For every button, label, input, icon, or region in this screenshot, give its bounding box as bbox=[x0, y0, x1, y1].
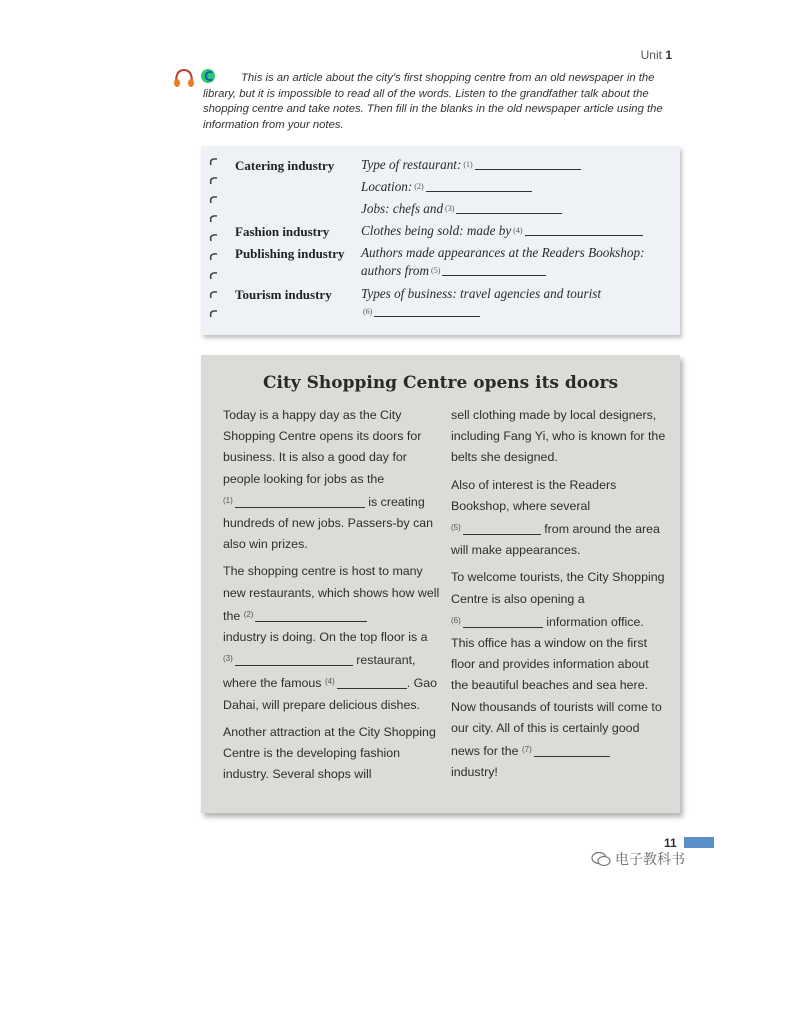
note-authors-from: authors from $^{(5)}$ bbox=[361, 263, 546, 279]
article-blank-6[interactable] bbox=[463, 615, 543, 628]
listening-instructions: This is an article about the city's first shopping centre from an old newspaper in the library, but it is impossible to read all of the words. Listen to the grandfather talk about the shopping centre and take notes. Then fill in the blanks in the old newspaper article using the information from your notes. bbox=[203, 72, 663, 131]
newspaper-article bbox=[201, 355, 680, 813]
page-number: 11 bbox=[664, 836, 677, 850]
blank-1[interactable] bbox=[475, 159, 581, 170]
paragraph: sell clothing made by local designers, including Fang Yi, who is known for the belts she designed. bbox=[451, 408, 666, 465]
blank-6[interactable] bbox=[374, 306, 480, 317]
article-blank-1[interactable] bbox=[235, 495, 365, 508]
note-location: Location: $^{(2)}$ bbox=[361, 179, 532, 195]
label-fashion: Fashion industry bbox=[235, 224, 330, 239]
paragraph: Also of interest is the Readers Bookshop, where several $^{(5)}$ from around the area will make appearances. bbox=[451, 477, 660, 558]
blank-2[interactable] bbox=[426, 181, 532, 192]
watermark: 电子教科书 bbox=[591, 849, 685, 869]
unit-label: Unit 1 bbox=[640, 48, 672, 62]
article-blank-3[interactable] bbox=[235, 653, 353, 666]
note-tourist-blank: (6) bbox=[361, 304, 480, 320]
note-business-types: Types of business: travel agencies and tourist bbox=[361, 286, 602, 301]
notes-card bbox=[201, 146, 680, 335]
note-clothes: Clothes being sold: made by $^{(4)}$ bbox=[361, 223, 643, 239]
paragraph: Another attraction at the City Shopping Centre is the developing fashion industry. Several shops will bbox=[223, 724, 436, 782]
paragraph: The shopping centre is host to many new restaurants, which shows how well the $^{(2)}$ industry is doing. On the top floor is a $^{(3)}$ restaurant, where the famous $^{(4)}$ . Gao Dahai, will prepare delicious dishes. bbox=[223, 564, 440, 712]
spiral-binding-icon bbox=[207, 154, 227, 329]
page-number-bar bbox=[684, 837, 714, 848]
svg-text:C: C bbox=[204, 70, 214, 85]
note-authors: Authors made appearances at the Readers Bookshop: bbox=[361, 245, 645, 260]
wechat-icon bbox=[591, 851, 611, 867]
paragraph: Today is a happy day as the City Shopping Centre opens its doors for business. It is also a good day for people looking for jobs as the $^{(1)}$ is creating hundreds of new jobs. Passers-by can also win prizes. bbox=[223, 408, 434, 552]
note-jobs: Jobs: chefs and $^{(3)}$ bbox=[361, 201, 562, 217]
article-title: City Shopping Centre opens its doors bbox=[262, 373, 619, 393]
article-column-right bbox=[451, 405, 667, 789]
paragraph: To welcome tourists, the City Shopping Centre is also opening a $^{(6)}$ information office. This office has a window on the first floor and provides information about the beautiful beaches and sea here. Now thousands of tourists will come to our city. All of this is certainly good news for the $^{(7)}$ industry! bbox=[451, 570, 665, 780]
article-column-left bbox=[223, 405, 443, 791]
article-blank-4[interactable] bbox=[337, 676, 407, 689]
article-blank-7[interactable] bbox=[534, 744, 610, 757]
note-restaurant-type: Type of restaurant: $^{(1)}$ bbox=[361, 157, 581, 173]
blank-5[interactable] bbox=[442, 265, 546, 276]
article-blank-2[interactable] bbox=[255, 609, 367, 622]
label-tourism: Tourism industry bbox=[235, 287, 332, 302]
article-blank-5[interactable] bbox=[463, 522, 541, 535]
label-catering: Catering industry bbox=[235, 158, 335, 173]
label-publishing: Publishing industry bbox=[235, 246, 345, 261]
blank-4[interactable] bbox=[525, 225, 643, 236]
blank-3[interactable] bbox=[456, 203, 562, 214]
